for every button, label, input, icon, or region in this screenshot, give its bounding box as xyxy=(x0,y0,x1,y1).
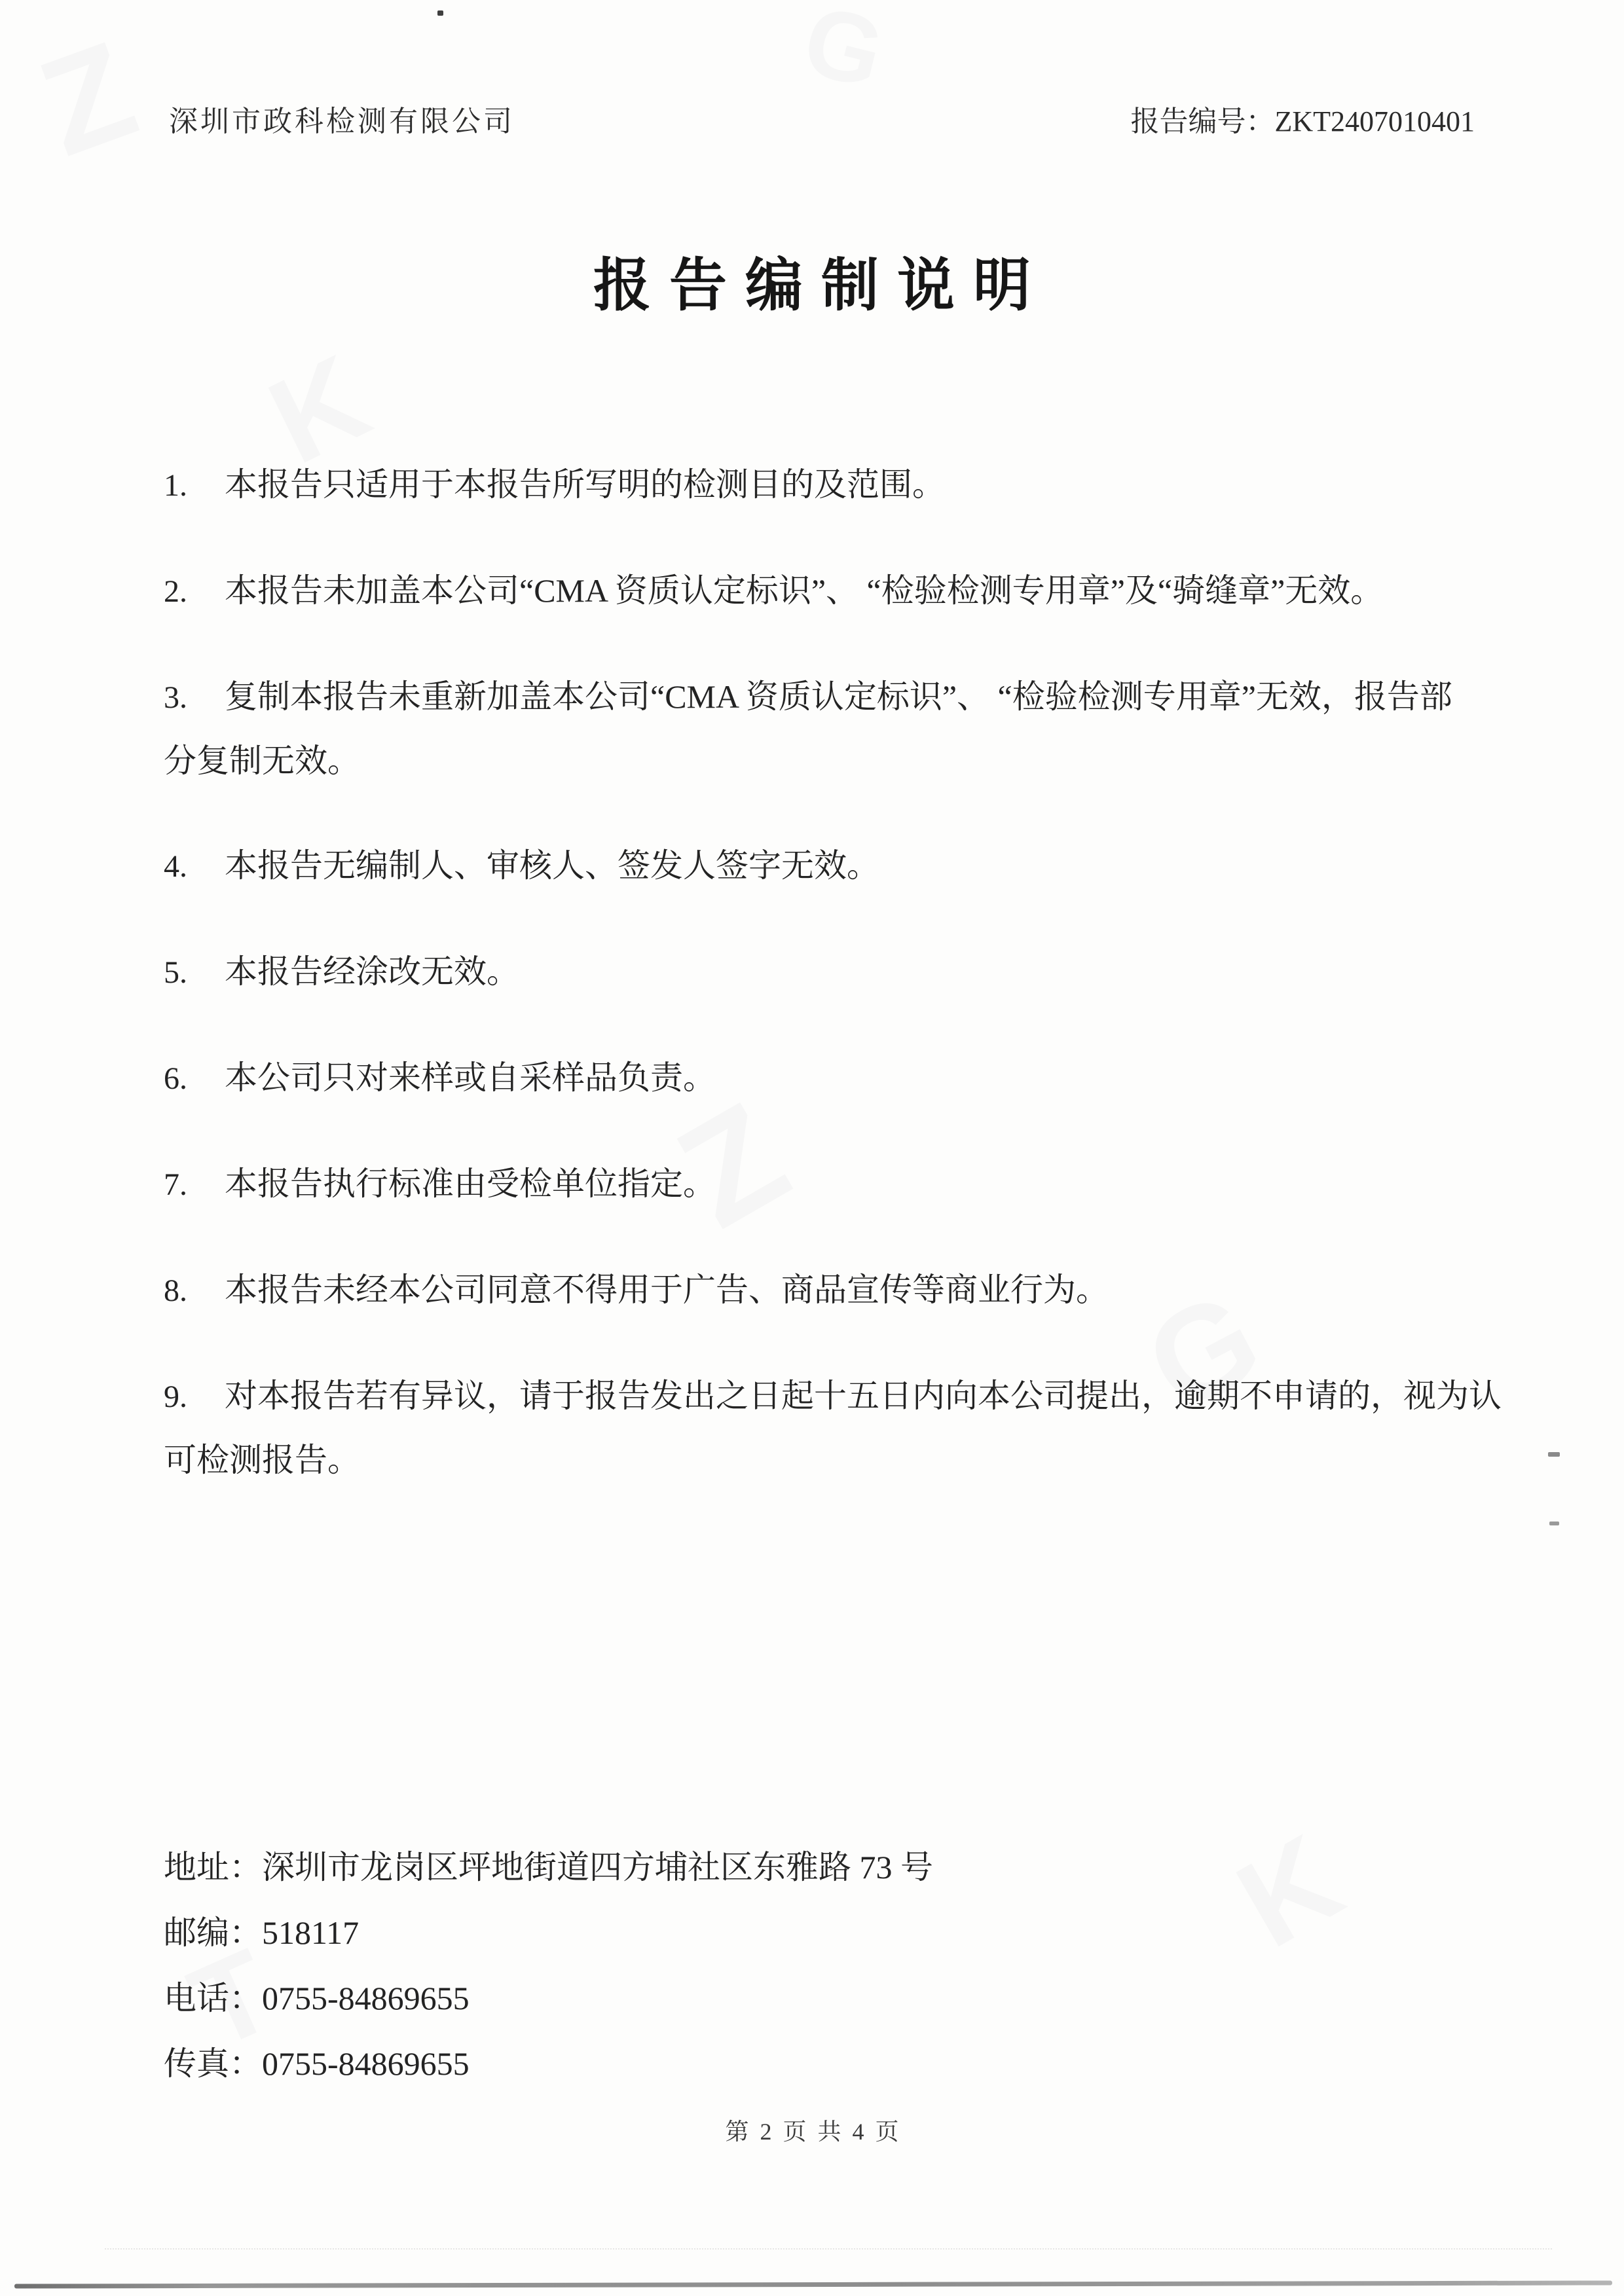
note-item-1 xyxy=(164,453,1480,517)
note-line xyxy=(164,559,1480,623)
note-continuation-line: 分复制无效。 xyxy=(164,742,360,779)
contact-postcode xyxy=(164,1900,933,1965)
contact-address-value: 深圳市龙岗区坪地街道四方埔社区东雅路 73 号 xyxy=(262,1849,933,1886)
report-number xyxy=(1130,103,1475,140)
note-number: 1. xyxy=(164,468,187,503)
contact-fax xyxy=(164,2031,933,2096)
report-number-label: 报告编号： xyxy=(1130,105,1275,137)
note-line xyxy=(164,1152,1480,1216)
contact-address xyxy=(164,1834,933,1900)
note-item-3 xyxy=(164,665,1480,792)
note-text: 复制本报告未重新加盖本公司“CMA 资质认定标识”、 “检验检测专用章”无效，报告部 xyxy=(225,678,1452,715)
note-number: 4. xyxy=(164,849,187,884)
scan-bottom-edge xyxy=(14,2280,1612,2288)
note-line xyxy=(164,453,1480,517)
note-line xyxy=(164,940,1480,1004)
watermark-artifact xyxy=(1215,1807,1364,1975)
contact-fax-label: 传真： xyxy=(164,2045,262,2082)
note-number: 9. xyxy=(164,1379,187,1414)
note-item-6 xyxy=(164,1046,1480,1110)
note-line xyxy=(164,1046,1480,1110)
scan-faint-rule xyxy=(105,2248,1552,2250)
note-number: 7. xyxy=(164,1167,187,1202)
note-line xyxy=(164,1258,1480,1322)
page-indicator: 第 2 页 共 4 页 xyxy=(725,2119,899,2145)
note-number: 3. xyxy=(164,680,187,715)
contact-fax-value: 0755-84869655 xyxy=(262,2045,470,2082)
note-text: 本报告经涂改无效。 xyxy=(225,953,519,990)
note-item-7 xyxy=(164,1152,1480,1216)
contact-phone xyxy=(164,1965,933,2031)
contact-block xyxy=(164,1834,933,2096)
note-text: 本报告执行标准由受检单位指定。 xyxy=(225,1165,716,1202)
contact-postcode-value: 518117 xyxy=(262,1914,360,1951)
note-number: 2. xyxy=(164,574,187,609)
note-item-5 xyxy=(164,940,1480,1004)
contact-address-label: 地址： xyxy=(164,1849,262,1886)
watermark-artifact xyxy=(21,10,154,187)
note-item-8 xyxy=(164,1258,1480,1322)
note-text: 本报告未加盖本公司“CMA 资质认定标识”、 “检验检测专用章”及“骑缝章”无效。 xyxy=(225,572,1384,609)
note-item-4 xyxy=(164,834,1480,898)
note-number: 6. xyxy=(164,1061,187,1096)
watermark-artifact xyxy=(793,0,895,111)
note-text: 本报告只适用于本报告所写明的检测目的及范围。 xyxy=(225,466,945,503)
scan-speck xyxy=(1549,1522,1559,1525)
note-line xyxy=(164,834,1480,898)
note-text: 本公司只对来样或自采样品负责。 xyxy=(225,1059,716,1096)
notes-list xyxy=(164,453,1502,1533)
note-text: 对本报告若有异议，请于报告发出之日起十五日内向本公司提出，逾期不申请的，视为认 xyxy=(225,1377,1502,1414)
note-line xyxy=(164,665,1480,729)
note-item-2 xyxy=(164,559,1480,623)
note-text: 本报告无编制人、审核人、签发人签字无效。 xyxy=(225,847,879,884)
company-name: 深圳市政科检测有限公司 xyxy=(169,105,515,137)
note-item-9 xyxy=(164,1364,1502,1491)
note-text: 本报告未经本公司同意不得用于广告、商品宣传等商业行为。 xyxy=(225,1271,1109,1308)
scan-speck xyxy=(1548,1452,1560,1457)
contact-phone-value: 0755-84869655 xyxy=(262,1980,470,2016)
report-number-value: ZKT2407010401 xyxy=(1274,105,1475,137)
note-number: 5. xyxy=(164,955,187,990)
note-line xyxy=(164,1364,1502,1429)
contact-postcode-label: 邮编： xyxy=(164,1914,262,1951)
note-number: 8. xyxy=(164,1273,187,1308)
scan-speck xyxy=(437,10,443,16)
page-title: 报 告 编 制 说 明 xyxy=(593,255,1031,318)
note-continuation-line: 可检测报告。 xyxy=(164,1442,360,1478)
contact-phone-label: 电话： xyxy=(164,1980,262,2016)
